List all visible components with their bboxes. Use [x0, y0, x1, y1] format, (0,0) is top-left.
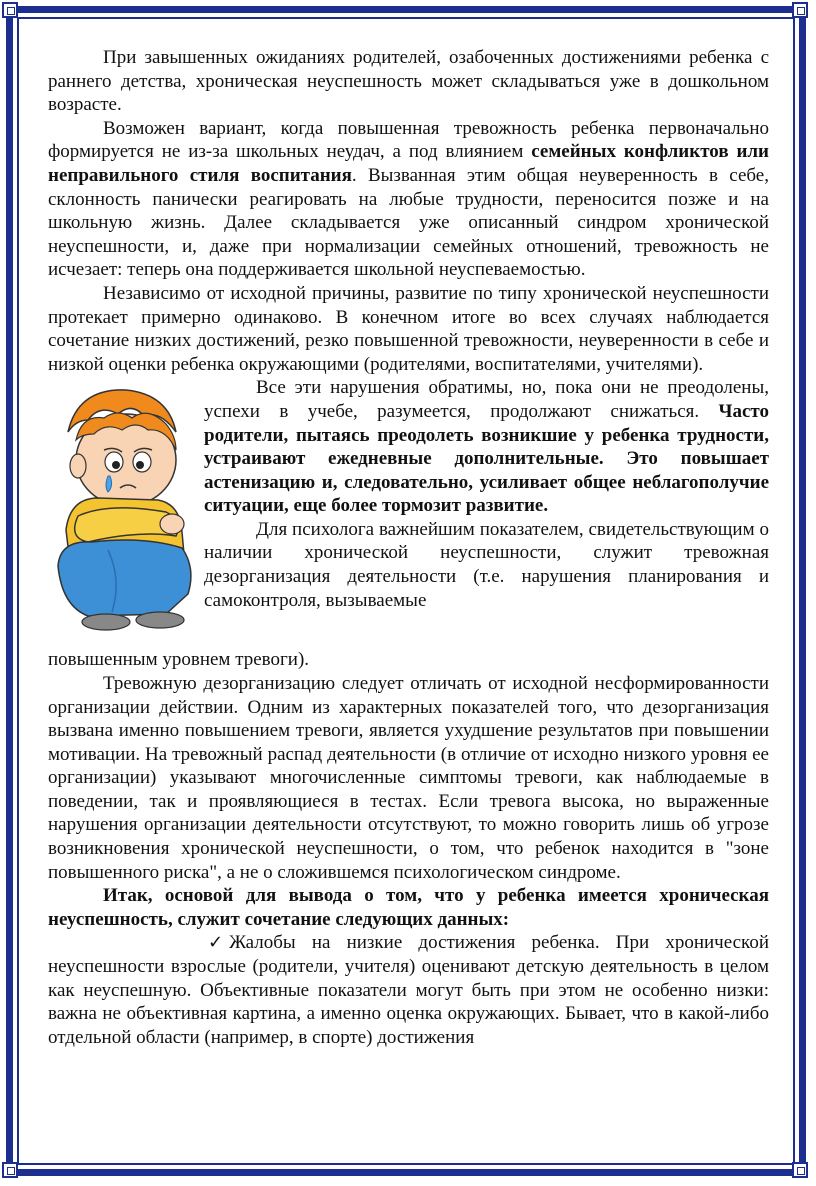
paragraph-2: [48, 117, 769, 282]
paragraph-6: Тревожную дезорганизацию следует отличать от исходной несформированности организации действии. Одним из характерных показателей того, что дезорганизация вызвана именно повышением тревоги, является ухудшение результатов при повышении мотивации. На тревожный распад деятельности (в отличие от исходно низкого уровня ее организации) указывают многочисленные симптомы тревоги, как наблюдаемые в поведении, так и проявляющиеся в тестах. Если тревога высока, но выраженные нарушения организации деятельности отсутствуют, то можно говорить лишь об угрозе возникновения хронической неуспешности, о том, что ребенок находится в "зоне повышенного риска", а не о сложившемся психологическом синдроме.: [48, 672, 769, 883]
list-item-text: Жалобы на низкие достижения ребенка. При хронической неуспешности взрослые (родители, учителя) оценивают детскую деятельность в целом как неуспешную. Объективные показатели могут быть при этом не особенно низки: важна не объективная картина, а именно оценка окружающих. Бывает, что в какой-либо отдельной области (например, в спорте) достижения: [48, 932, 769, 1048]
paragraph-4-bold: Часто родители, пытаясь преодолеть возникшие у ребенка трудности, устраивают ежедневные дополнительные. Это повышает астенизацию и, следовательно, усиливает общее неблагополучие ситуации, еще более тормозит развитие.: [204, 400, 769, 517]
list-item: [48, 931, 769, 1049]
paragraph-4: [204, 376, 769, 518]
paragraph-5: Для психолога важнейшим показателем, свидетельствующим о наличии хронической неуспешности, служит тревожная дезорганизация деятельности (т.е. нарушения планирования и самоконтроля, вызываемые: [204, 518, 769, 611]
illustration-side-text: [204, 376, 769, 612]
paragraph-7-bold: Итак, основой для вывода о том, что у ребенка имеется хроническая неуспешность, служит сочетание следующих данных:: [48, 885, 769, 930]
sad-crying-boy-illustration: [48, 380, 198, 636]
paragraph-7: [48, 884, 769, 931]
check-icon: ✓: [208, 932, 224, 954]
illustrated-section: [48, 376, 769, 648]
corner-ornament: [792, 2, 808, 18]
corner-ornament: [2, 1162, 18, 1178]
paragraph-4-text: Все эти нарушения обратимы, но, пока они не преодолены, успехи в учебе, разумеется, продолжают снижаться.: [204, 377, 769, 422]
paragraph-1: При завышенных ожиданиях родителей, озабоченных достижениями ребенка с раннего детства, хроническая неуспешность может складываться уже в дошкольном возрасте.: [48, 47, 769, 116]
paragraph-3: Независимо от исходной причины, развитие по типу хронической неуспешности протекает примерно одинаково. В конечном итоге во всех случаях наблюдается сочетание низких достижений, резко повышенной тревожности, неуверенности в себе и низкой оценки ребенка окружающими (родителями, воспитателями, учителями).: [48, 282, 769, 375]
paragraph-2-text-end: . Вызванная этим общая неуверенность в себе, склонность панически реагировать на любые трудности, переносится позже и на школьную жизнь. Далее складывается уже описанный синдром хронической неуспешности, и, даже при нормализации семейных отношений, тревожность не исчезает: теперь она поддерживается школьной неуспеваемостью.: [48, 164, 769, 281]
document-body: [48, 46, 769, 1049]
paragraph-2-bold: семейных конфликтов или неправильного стиля воспитания: [48, 141, 769, 186]
paragraph-2-text: Возможен вариант, когда повышенная тревожность ребенка первоначально формируется не из-за школьных неудач, а под влиянием: [48, 117, 769, 163]
paragraph-5-continuation: повышенным уровнем тревоги).: [48, 649, 310, 671]
corner-ornament: [792, 1162, 808, 1178]
corner-ornament: [2, 2, 18, 18]
